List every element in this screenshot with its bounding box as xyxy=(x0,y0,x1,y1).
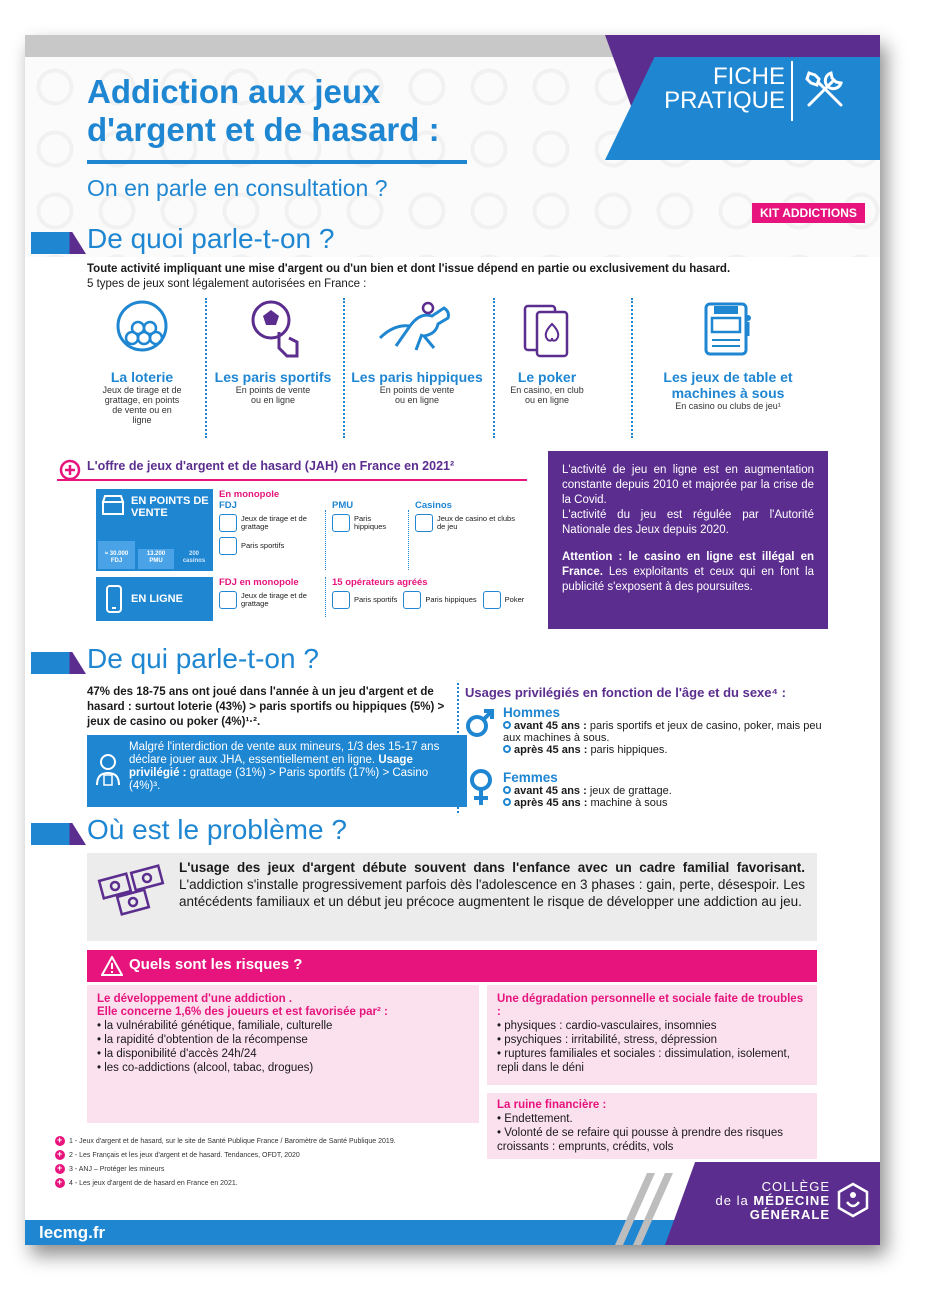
addiction-risks xyxy=(87,985,479,1123)
player-stats-text: 47% des 18-75 ans ont joué dans l'année à un jeu d'argent et de hasard : surtout loterie (43%) > paris sportifs ou hippiques (5%) > jeux de casino ou poker (4%)¹·². xyxy=(87,686,445,728)
game-name: Les paris hippiques xyxy=(351,369,483,385)
femmes-label: Femmes xyxy=(503,770,558,785)
page-title: Addiction aux jeux d'argent et de hasard : xyxy=(87,73,440,148)
fdj-tirage: Jeux de tirage et de grattage xyxy=(241,514,307,531)
footnote-4: 4 - Les jeux d'argent de de hasard en France en 2021. xyxy=(69,1180,238,1187)
title-rule xyxy=(87,160,467,164)
kit-addictions-badge: KIT ADDICTIONS xyxy=(752,203,865,223)
lottery-small-icon xyxy=(219,591,237,609)
game-poker xyxy=(497,298,597,405)
game-desc: En points de vente ou en ligne xyxy=(379,385,455,405)
football-icon xyxy=(219,537,237,555)
addiction-head1: Le développement d'une addiction . xyxy=(97,993,293,1005)
slot-machine-icon xyxy=(698,298,758,360)
football-hand-icon xyxy=(243,298,303,360)
plus-icon xyxy=(59,459,81,481)
section-marker xyxy=(31,652,86,674)
operateurs-label: 15 opérateurs agréés xyxy=(332,577,428,588)
smartphone-icon xyxy=(106,585,122,613)
horse-jockey-icon xyxy=(372,298,462,360)
problem-bold: L'usage des jeux d'argent débute souvent dans l'enfance avec un cadre familial favorisant. xyxy=(179,860,805,875)
fiche-pratique-label: FICHE PRATIQUE xyxy=(664,63,785,114)
online-activity-p1: L'activité de jeu en ligne est en augmentation constante depuis 2010 et majorée par la crise de la Covid. xyxy=(562,464,814,506)
banknotes-icon xyxy=(97,863,167,919)
game-name: Les paris sportifs xyxy=(214,369,332,385)
usages-femmes: Femmes avant 45 ans : jeux de grattage. après 45 ans : machine à sous xyxy=(503,770,823,809)
teenager-phone-icon xyxy=(95,753,121,787)
offer-title: L'offre de jeux d'argent et de hasard (JAH) en France en 2021² xyxy=(87,459,455,473)
fiche-separator xyxy=(791,61,793,121)
hommes-label: Hommes xyxy=(503,705,561,720)
footnote-2: 2 - Les Français et les jeux d'argent et de hasard. Tendances, OFDT, 2020 xyxy=(69,1152,300,1159)
fdj-label: FDJ xyxy=(219,500,237,511)
types-intro-text: 5 types de jeux sont légalement autorisées en France : xyxy=(87,278,367,290)
ruine-head: La ruine financière : xyxy=(497,1099,607,1111)
risks-bar xyxy=(87,950,817,982)
addiction-head2: Elle concerne 1,6% des joueurs et est favorisée par² : xyxy=(97,1006,388,1018)
degradation-head: Une dégradation personnelle et sociale faite de troubles : xyxy=(497,993,804,1018)
site-link[interactable]: lecmg.fr xyxy=(39,1223,106,1242)
pmu-paris: Paris hippiques xyxy=(354,514,387,531)
section-heading-probleme: Où est le problème ? xyxy=(87,814,347,845)
football-small-icon xyxy=(332,591,350,609)
pmu-label: PMU xyxy=(332,500,354,511)
stat-casinos: 200 casinos xyxy=(182,551,206,564)
wrench-screwdriver-icon xyxy=(799,63,851,115)
offer-rule xyxy=(57,479,527,481)
fiche-sheet xyxy=(25,35,880,1245)
online-activity-warning: Attention : le casino en ligne est illégal en France. Les exploitants et ceux qui en font la publicité s'exposent à des poursuites. xyxy=(562,551,814,593)
risks-title: Quels sont les risques ? xyxy=(129,956,303,973)
fdj-monopole-label: FDJ en monopole xyxy=(219,577,299,588)
casinos-label: Casinos xyxy=(415,500,452,511)
en-ligne-box xyxy=(96,577,213,621)
warning-icon xyxy=(101,956,123,976)
horse-icon xyxy=(332,514,350,532)
game-name: Le poker xyxy=(517,369,577,385)
minors-box xyxy=(87,735,467,807)
game-paris-hippiques xyxy=(347,298,487,405)
minors-text: Malgré l'interdiction de vente aux mineurs, 1/3 des 15-17 ans déclare jouer aux JHA, essentiellement en ligne. xyxy=(129,741,440,766)
online-tirage: Jeux de tirage et de grattage xyxy=(241,591,307,608)
section-heading-qui: De qui parle-t-on ? xyxy=(87,643,319,674)
operators-online xyxy=(219,577,549,617)
casinos-jeux: Jeux de casino et clubs de jeu xyxy=(437,514,515,531)
page-subtitle: On en parle en consultation ? xyxy=(87,175,388,201)
game-types xyxy=(87,298,817,448)
ruine-risks xyxy=(487,1093,817,1159)
usages-hommes: Hommes avant 45 ans : paris sportifs et jeux de casino, poker, mais peu aux machines à sous. après 45 ans : paris hippiques. xyxy=(503,705,822,756)
ruine-items: • Endettement. • Volonté de se refaire qui pousse à prendre des risques croissants : emprunts, crédits, vols xyxy=(497,1112,807,1154)
store-icon xyxy=(101,494,125,516)
en-ligne-label: EN LIGNE xyxy=(131,593,183,605)
addiction-factors: • la vulnérabilité génétique, familiale, culturelle • la rapidité d'obtention de la récompense • la disponibilité d'accès 24h/24 • les co-addictions (alcool, tabac, drogues) xyxy=(97,1019,469,1075)
game-table-machines xyxy=(643,298,813,411)
stat-pmu: 13.200 PMU xyxy=(146,551,166,564)
footnotes xyxy=(55,1135,396,1191)
usages-divider xyxy=(457,683,459,813)
footnote-3: 3 - ANJ – Protéger les mineurs xyxy=(69,1166,165,1173)
game-paris-sportifs xyxy=(209,298,337,405)
points-de-vente-box xyxy=(96,489,213,571)
definition-text: Toute activité impliquant une mise d'argent ou d'un bien et dont l'issue dépend en partie ou exclusivement du hasard. xyxy=(87,263,731,275)
online-activity-box xyxy=(548,451,828,629)
slot-machine-small-icon xyxy=(415,514,433,532)
points-de-vente-label: EN POINTS DE VENTE xyxy=(131,495,209,519)
degradation-risks xyxy=(487,985,817,1085)
college-logo-text: COLLÈGE de la MÉDECINE GÉNÉRALE xyxy=(715,1179,830,1222)
game-name: Les jeux de table et machines à sous xyxy=(663,369,793,401)
section-marker xyxy=(31,823,86,845)
monopole-label: En monopole xyxy=(219,489,280,500)
degradation-items: • physiques : cardio-vasculaires, insomnies • psychiques : irritabilité, stress, dépression • ruptures familiales et sociales : dissimulation, isolement, repli dans le déni xyxy=(497,1019,807,1075)
op-sportifs: Paris sportifs xyxy=(354,595,398,604)
horse-small-icon xyxy=(403,591,421,609)
minors-end: grattage (31%) > Paris sportifs (17%) > Casino (4%)³. xyxy=(129,767,429,792)
operators-physical xyxy=(219,489,519,570)
stat-fdj: ≈ 30.000 FDJ xyxy=(104,551,129,564)
footnote-1: 1 - Jeux d'argent et de hasard, sur le site de Santé Publique France / Baromètre de Santé Publique 2019. xyxy=(69,1138,396,1145)
playing-cards-icon xyxy=(519,298,575,360)
minors-bold: Usage privilégié : xyxy=(129,754,413,779)
game-desc: En casino, en club ou en ligne xyxy=(510,385,584,405)
op-hippiques: Paris hippiques xyxy=(425,595,477,604)
game-loterie xyxy=(87,298,197,425)
problem-text: L'addiction s'installe progressivement parfois dès l'adolescence en 3 phases : gain, perte, désespoir. Les antécédents familiaux et un début jeu précoce augmentent le risque de développer une addiction au jeu. xyxy=(179,877,805,909)
lottery-icon xyxy=(112,298,172,360)
cards-small-icon xyxy=(483,591,501,609)
game-name: La loterie xyxy=(110,369,174,385)
fdj-paris-sportifs: Paris sportifs xyxy=(241,541,285,550)
usages-title: Usages privilégiés en fonction de l'âge et du sexe⁴ : xyxy=(465,685,786,700)
scratch-ticket-icon xyxy=(219,514,237,532)
op-poker: Poker xyxy=(504,595,525,604)
game-desc: En casino ou clubs de jeu¹ xyxy=(675,401,781,411)
female-symbol-icon xyxy=(469,769,493,807)
male-symbol-icon xyxy=(465,708,495,738)
college-hexagon-logo-icon xyxy=(837,1182,869,1218)
game-desc: Jeux de tirage et de grattage, en points de vente ou en ligne xyxy=(102,385,182,425)
section-heading-quoi: De quoi parle-t-on ? xyxy=(87,223,335,254)
problem-box xyxy=(87,853,817,941)
online-activity-p2: L'activité du jeu est régulée par l'Autorité Nationale des Jeux depuis 2020. xyxy=(562,509,814,536)
game-desc: En points de vente ou en ligne xyxy=(235,385,311,405)
